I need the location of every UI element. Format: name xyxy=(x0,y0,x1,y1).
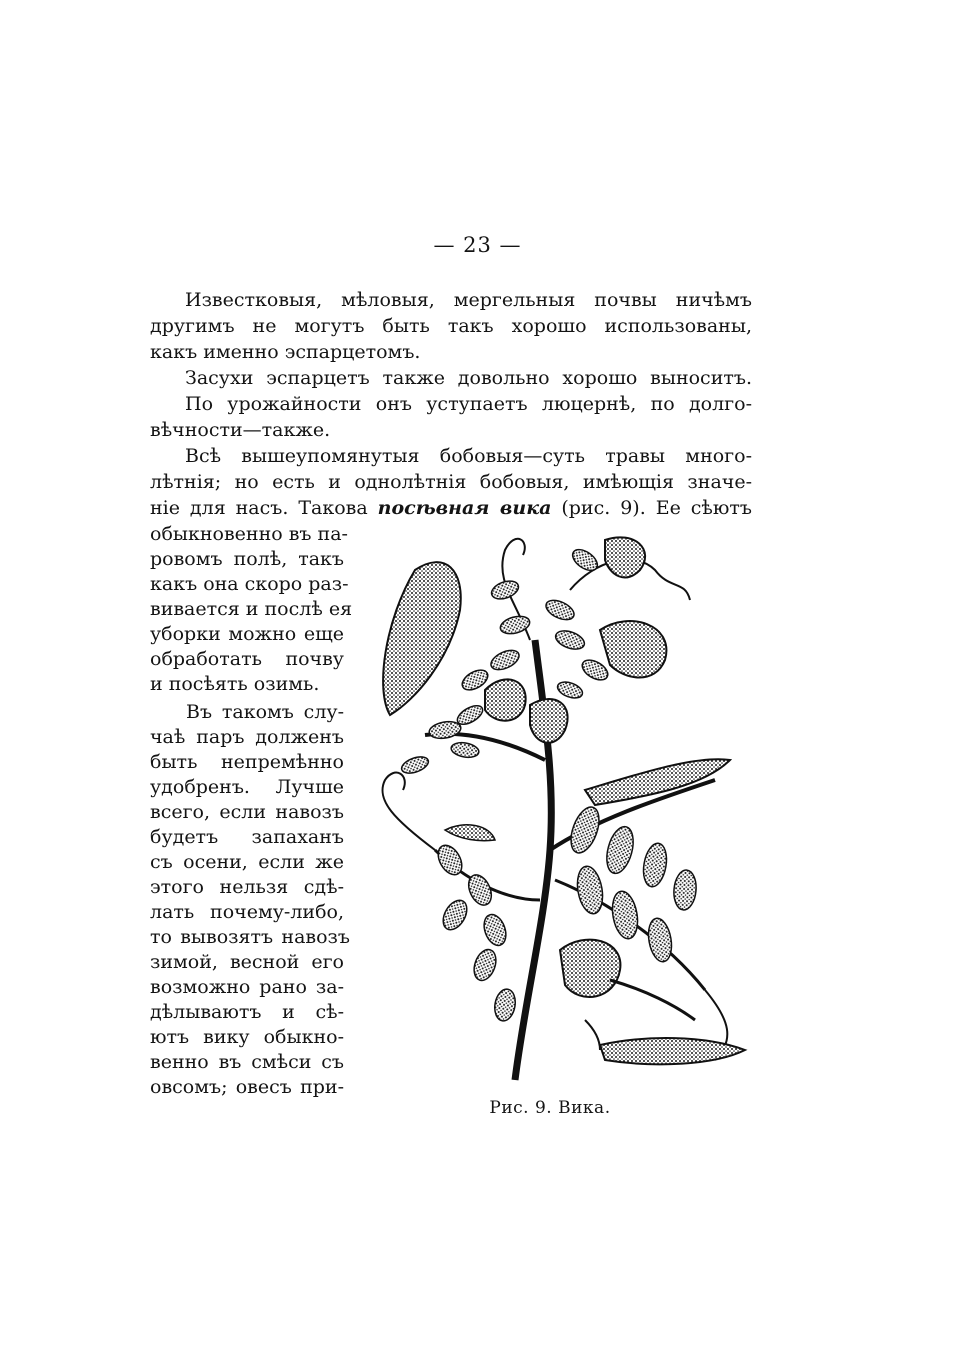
text-line: Засухи эспарцетъ также довольно хорошо выноситъ. xyxy=(185,367,752,389)
column-line: удобренъ. Лучше xyxy=(150,776,344,798)
column-line: чаѣ паръ долженъ xyxy=(150,726,344,748)
column-line: этого нельзя сдѣ- xyxy=(150,876,344,898)
text-line: По урожайности онъ уступаетъ люцернѣ, по долго- xyxy=(185,393,752,415)
text-line: другимъ не могутъ быть такъ хорошо использованы, xyxy=(150,315,752,337)
column-line: вивается и послѣ ея xyxy=(150,598,353,620)
text-line: Известковыя, мѣловыя, мергельныя почвы ничѣмъ xyxy=(185,289,752,311)
column-line: ютъ вику обыкно- xyxy=(150,1026,344,1048)
text-line xyxy=(150,495,752,521)
vetch-drawing xyxy=(355,520,755,1100)
column-line: и посѣять озимь. xyxy=(150,673,320,695)
column-line: возможно рано за- xyxy=(150,976,344,998)
column-line: обыкновенно въ па- xyxy=(150,523,348,545)
column-line: всего, если навозъ xyxy=(150,801,344,823)
column-line: будетъ запаханъ xyxy=(150,826,344,848)
column-line: Въ такомъ слу- xyxy=(186,701,344,723)
text-line: какъ именно эспарцетомъ. xyxy=(150,341,421,363)
column-line: лать почему-либо, xyxy=(150,901,344,923)
text-run: ніе для насъ. Такова xyxy=(150,497,378,519)
figure-caption: Рис. 9. Вика. xyxy=(489,1098,611,1118)
column-line: то вывозятъ навозъ xyxy=(150,926,350,948)
column-line: какъ она скоро раз- xyxy=(150,573,349,595)
column-line: овсомъ; овесъ при- xyxy=(150,1076,344,1098)
column-line: обработать почву xyxy=(150,648,344,670)
text-run: (рис. 9). Ее сѣютъ xyxy=(551,497,752,519)
emphasized-term: посѣвная вика xyxy=(377,497,552,519)
column-line: уборки можно еще xyxy=(150,623,344,645)
vetch-illustration xyxy=(355,520,755,1100)
column-line: ровомъ полѣ, такъ xyxy=(150,548,344,570)
text-line: Всѣ вышеупомянутыя бобовыя—суть травы много- xyxy=(185,445,752,467)
column-line: зимой, весной его xyxy=(150,951,344,973)
page-number: — 23 — xyxy=(433,233,522,257)
text-line: вѣчности—также. xyxy=(150,419,331,441)
column-line: съ осени, если же xyxy=(150,851,344,873)
column-line: быть непремѣнно xyxy=(150,751,344,773)
pod xyxy=(383,562,461,715)
column-line: венно въ смѣси съ xyxy=(150,1051,344,1073)
text-line: лѣтнія; но есть и однолѣтнія бобовыя, имѣющія значе- xyxy=(150,471,752,493)
column-line: дѣлываютъ и сѣ- xyxy=(150,1001,344,1023)
